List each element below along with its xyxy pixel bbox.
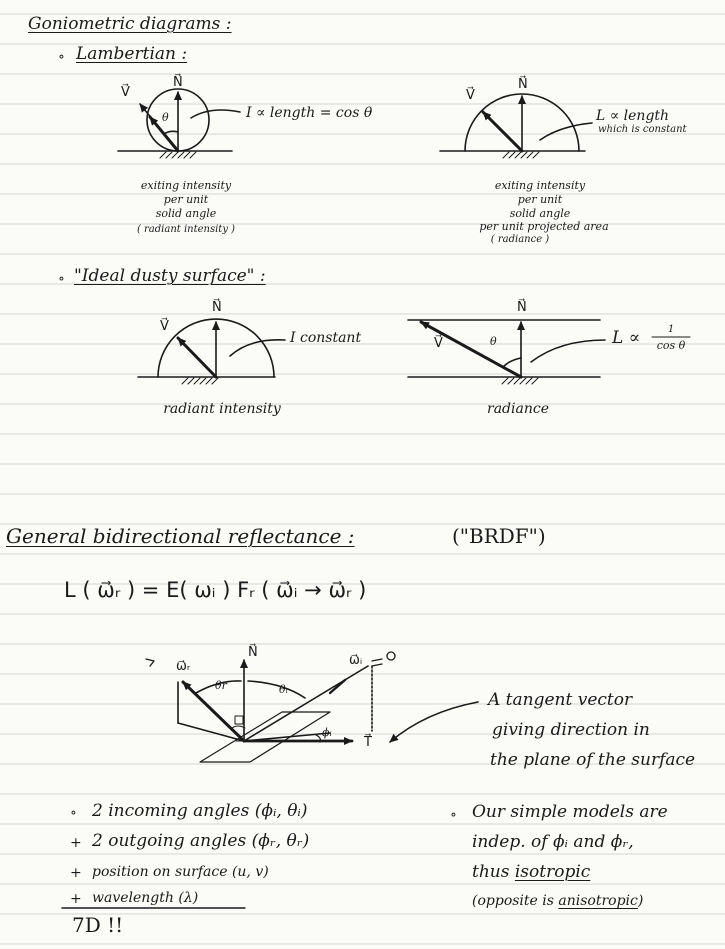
theta-arc	[503, 358, 521, 367]
label-view: V⃗	[160, 319, 169, 334]
tangent-note-line-2: giving direction in	[492, 720, 650, 740]
label-normal: N⃗	[173, 75, 183, 90]
caption-radiant-intensity: radiant intensity	[163, 401, 281, 417]
label-normal: N⃗	[212, 300, 222, 315]
list-marker: +	[70, 865, 82, 881]
theta-i-arc	[248, 681, 305, 698]
caption-line-5: ( radiance )	[490, 234, 550, 245]
annotation-leader	[230, 340, 285, 356]
label-theta: θ	[162, 111, 169, 124]
annotation-constant: I constant	[290, 330, 362, 346]
annotation-intensity-cos: I ∝ length = cos θ	[246, 105, 373, 121]
heading-lambertian: Lambertian :	[76, 44, 188, 64]
brdf-equation: L ( ω⃗ᵣ ) = E( ωᵢ ) Fᵣ ( ω⃗ᵢ → ω⃗ᵣ )	[64, 578, 367, 602]
section-title-goniometric: Goniometric diagrams :	[28, 14, 232, 34]
annotation-prefix: L ∝	[612, 328, 641, 348]
view-arrow	[483, 112, 522, 151]
incoming-arrowhead	[330, 680, 345, 693]
bullet-dusty: ∘	[58, 271, 65, 287]
label-tangent: T⃗	[364, 735, 372, 750]
caption-line-3: solid angle	[155, 207, 217, 220]
section-title-brdf: General bidirectional reflectance :	[6, 524, 355, 548]
note-line-4-suffix: )	[637, 893, 644, 909]
label-view: V⃗	[434, 336, 443, 351]
surface-plane	[200, 712, 330, 762]
theta-arc	[164, 131, 178, 134]
brdf-abbreviation: ("BRDF")	[452, 524, 546, 548]
label-normal: N⃗	[517, 300, 527, 315]
note-line-3-prefix: thus	[472, 862, 510, 882]
list-marker: ∘	[70, 805, 77, 821]
annotation-leader	[191, 110, 240, 118]
list-item-outgoing: 2 outgoing angles (ϕᵣ, θᵣ)	[92, 831, 310, 851]
heading-dusty: "Ideal dusty surface" :	[74, 266, 266, 286]
note-isotropic: isotropic	[514, 862, 591, 882]
list-marker: +	[70, 835, 82, 851]
surface-hatching	[503, 152, 539, 158]
caption-line-2: per unit	[517, 193, 563, 206]
lambertian-intensity-diagram	[118, 89, 240, 158]
bullet-lambertian: ∘	[58, 49, 65, 65]
dusty-radiance-diagram	[408, 320, 690, 384]
total-dimensions: 7D !!	[72, 913, 124, 937]
label-theta-r: θr	[215, 679, 227, 692]
caption-radiance: radiance	[487, 401, 549, 417]
caption-line-4: ( radiant intensity )	[136, 224, 236, 235]
viewer-icon	[372, 652, 395, 666]
annotation-leader	[531, 340, 605, 362]
tangent-note-line-3: the plane of the surface	[490, 750, 696, 770]
label-normal: N⃗	[518, 77, 528, 92]
annotation-radiance-constant: which is constant	[598, 124, 687, 135]
label-omega-i: ω⃗ᵢ	[349, 653, 363, 668]
surface-hatching	[160, 152, 196, 158]
note-line-4-prefix: (opposite is	[472, 893, 554, 909]
label-theta: θ	[490, 335, 497, 348]
surface-hatching	[502, 378, 538, 384]
annotation-numerator: 1	[667, 324, 675, 335]
note-line-2: indep. of ϕᵢ and ϕᵣ,	[472, 832, 634, 852]
note-line-3	[472, 864, 590, 881]
incoming-line	[244, 666, 368, 741]
annotation-leader	[540, 123, 592, 140]
caption-line-2: per unit	[163, 193, 209, 206]
list-marker: +	[70, 891, 82, 907]
note-line-4	[472, 894, 643, 908]
annotation-denominator: cos θ	[656, 339, 686, 352]
tangent-leader	[390, 702, 478, 742]
caption-line-1: exiting intensity	[140, 179, 232, 192]
list-item-incoming: 2 incoming angles (ϕᵢ, θᵢ)	[92, 801, 308, 821]
list-item-wavelength: wavelength (λ)	[92, 890, 199, 906]
view-arrow	[178, 338, 216, 377]
caption-line-1: exiting intensity	[494, 179, 586, 192]
note-line-1: Our simple models are	[472, 802, 668, 822]
caption-line-4: per unit projected area	[479, 220, 609, 233]
label-theta-i: θᵢ	[279, 683, 288, 696]
light-source-icon	[146, 659, 154, 666]
label-view: V⃗	[121, 85, 130, 100]
note-anisotropic: anisotropic	[558, 893, 638, 909]
label-normal: N⃗	[248, 645, 258, 660]
note-marker: ∘	[450, 807, 457, 823]
caption-line-3: solid angle	[509, 207, 571, 220]
lambertian-radiance-diagram	[440, 94, 592, 158]
list-item-position: position on surface (u, v)	[92, 864, 269, 880]
tangent-note-line-1: A tangent vector	[488, 690, 633, 710]
label-view: V⃗	[466, 88, 475, 103]
label-omega-r: ω⃗ᵣ	[176, 659, 191, 674]
annotation-radiance-length: L ∝ length	[596, 108, 670, 124]
surface-hatching	[182, 378, 218, 384]
label-phi-i: ϕᵢ	[322, 726, 332, 739]
brdf-diagram	[146, 652, 478, 762]
